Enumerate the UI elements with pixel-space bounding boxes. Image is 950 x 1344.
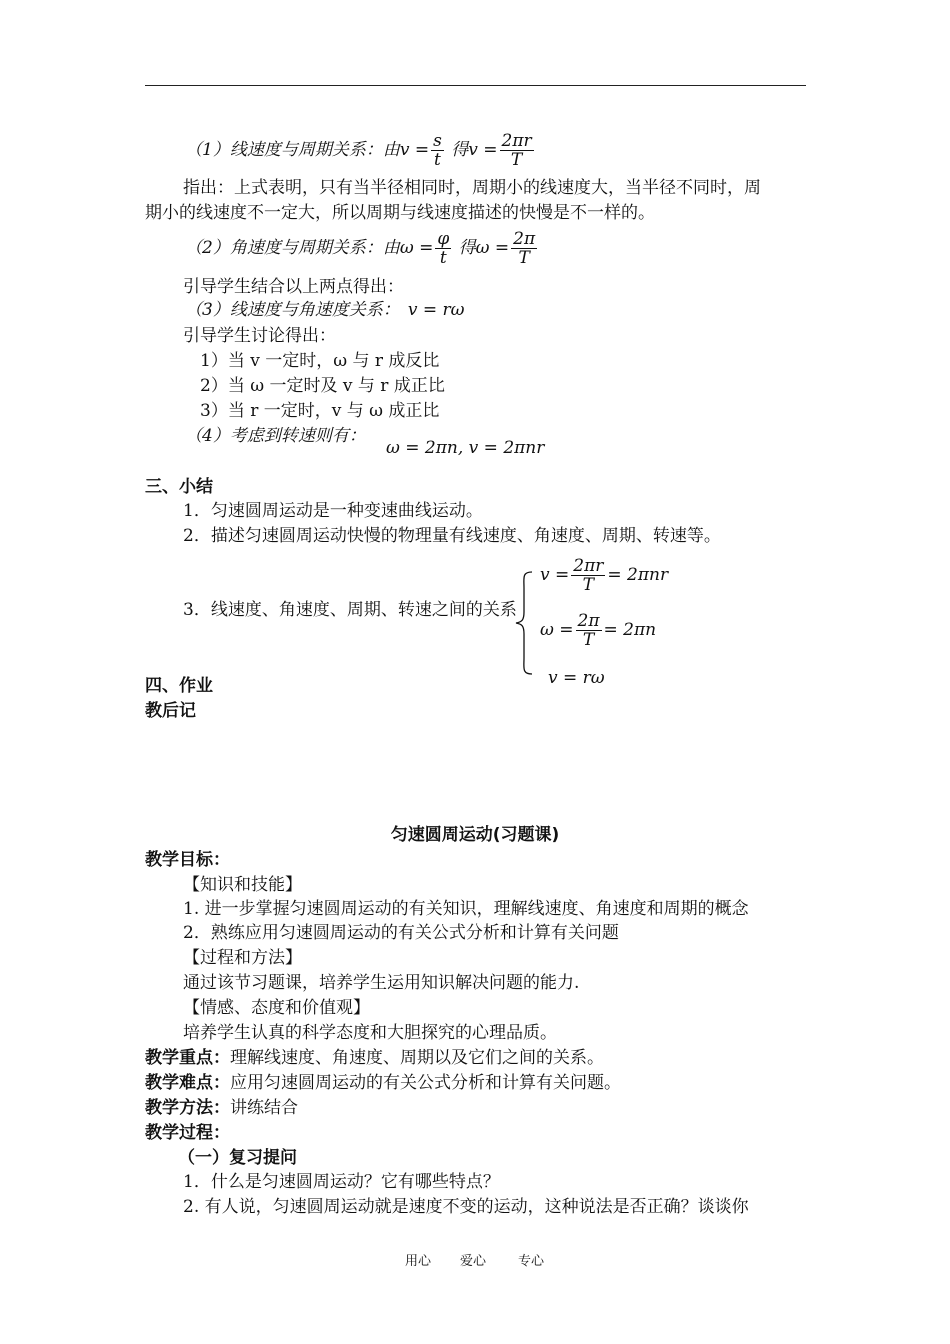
pm1: 通过该节习题课，培养学生运用知识解决问题的能力. (183, 973, 580, 993)
pm-heading: 【过程和方法】 (183, 948, 302, 968)
item1-label: （1）线速度与周期关系：由 (185, 140, 400, 160)
summary-eq2 (540, 610, 656, 650)
curly-brace (512, 568, 536, 678)
item1-line (185, 130, 536, 170)
ks2: 2．熟练应用匀速圆周运动的有关公式分析和计算有关问题 (183, 923, 619, 943)
eq1-num: 2πr (573, 556, 604, 576)
ea1: 培养学生认真的科学态度和大胆探究的心理品质。 (183, 1023, 557, 1043)
item1-frac2-num: 2πr (501, 131, 532, 151)
item2-frac2-num: 2π (513, 229, 536, 249)
sub2: 2）当 ω 一定时及 v 与 r 成正比 (200, 376, 445, 396)
item2-w2: ω = (475, 238, 510, 258)
eq1-fraction (571, 557, 605, 594)
item2-frac-den: t (439, 248, 447, 268)
footer-text-3: 专心 (518, 1254, 545, 1269)
diff-label: 教学难点： (145, 1073, 230, 1093)
lesson-title: 匀速圆周运动(习题课) (390, 825, 560, 845)
eq2-num: 2π (577, 611, 600, 631)
ks1: 1. 进一步掌握匀速圆周运动的有关知识，理解线速度、角速度和周期的概念 (183, 899, 749, 919)
afterword-heading: 教后记 (145, 701, 196, 721)
summary-eq3: v = rω (548, 668, 605, 688)
note-line2: 期小的线速度不一定大，所以周期与线速度描述的快慢是不一样的。 (145, 203, 655, 223)
item1-fraction (431, 132, 444, 169)
note-line1: 指出：上式表明，只有当半径相同时，周期小的线速度大，当半径不同时，周 (183, 178, 761, 198)
summary-eq1 (540, 555, 668, 595)
ea-heading: 【情感、态度和价值观】 (183, 998, 370, 1018)
key-text: 理解线速度、角速度、周期以及它们之间的关系。 (230, 1048, 604, 1068)
eq2-lhs: ω = (540, 620, 574, 640)
sub3: 3）当 r 一定时，v 与 ω 成正比 (200, 401, 440, 421)
question2: 2. 有人说，匀速圆周运动就是速度不变的运动，这种说法是否正确？谈谈你 (183, 1197, 749, 1217)
sub1: 1）当 v 一定时，ω 与 r 成反比 (200, 351, 440, 371)
item1-de: 得 (451, 140, 469, 160)
footer-text-2: 爱心 (460, 1254, 487, 1269)
item2-de: 得 (458, 238, 476, 258)
item1-v2: v = (468, 140, 498, 160)
summary-p1: 1．匀速圆周运动是一种变速曲线运动。 (183, 501, 483, 521)
item2-label: （2）角速度与周期关系：由 (185, 238, 400, 258)
item2-frac2-den: T (518, 248, 530, 268)
review-heading: （一）复习提问 (178, 1148, 297, 1168)
item1-frac-den: t (434, 150, 441, 170)
eq2-fraction (576, 612, 602, 649)
guide1: 引导学生结合以上两点得出： (183, 277, 404, 297)
eq1-den: T (582, 575, 594, 595)
item1-frac2-den: T (510, 150, 523, 170)
method-text: 讲练结合 (230, 1098, 298, 1118)
method-label: 教学方法： (145, 1098, 230, 1118)
summary-p3: 3．线速度、角速度、周期、转速之间的关系 (183, 600, 517, 620)
goals-heading: 教学目标： (145, 850, 230, 870)
key-line (145, 1048, 604, 1068)
process-label: 教学过程： (145, 1123, 230, 1143)
item4-eq: ω = 2πn, v = 2πnr (386, 438, 545, 458)
item4-label: （4）考虑到转速则有： (185, 426, 366, 446)
item2-w: ω = (399, 238, 434, 258)
item1-fraction2 (500, 132, 534, 169)
item2-line (185, 228, 539, 268)
item2-frac-num: φ (437, 229, 450, 249)
item1-frac-num: s (433, 131, 442, 151)
summary-p2: 2．描述匀速圆周运动快慢的物理量有线速度、角速度、周期、转速等。 (183, 526, 721, 546)
item2-fraction (435, 230, 451, 267)
eq2-den: T (582, 630, 595, 650)
eq1-rhs: = 2πnr (607, 565, 669, 585)
item3-eq: v = rω (407, 300, 465, 320)
item1-v: v = (399, 140, 430, 160)
ks-heading: 【知识和技能】 (183, 875, 302, 895)
key-label: 教学重点： (145, 1048, 230, 1068)
item2-fraction2 (511, 230, 537, 267)
question1: 1．什么是匀速圆周运动？它有哪些特点？ (183, 1172, 500, 1192)
homework-heading: 四、作业 (145, 676, 213, 696)
method-line (145, 1098, 298, 1118)
eq1-lhs: v = (540, 565, 570, 585)
header-rule (145, 85, 806, 86)
guide2: 引导学生讨论得出： (183, 326, 336, 346)
item3-label: （3）线速度与角速度关系： (185, 300, 400, 320)
item3-line (185, 300, 464, 320)
footer-text-1: 用心 (405, 1254, 432, 1269)
summary-heading: 三、小结 (145, 477, 213, 497)
eq2-rhs: = 2πn (603, 620, 657, 640)
diff-text: 应用匀速圆周运动的有关公式分析和计算有关问题。 (230, 1073, 621, 1093)
diff-line (145, 1073, 621, 1093)
